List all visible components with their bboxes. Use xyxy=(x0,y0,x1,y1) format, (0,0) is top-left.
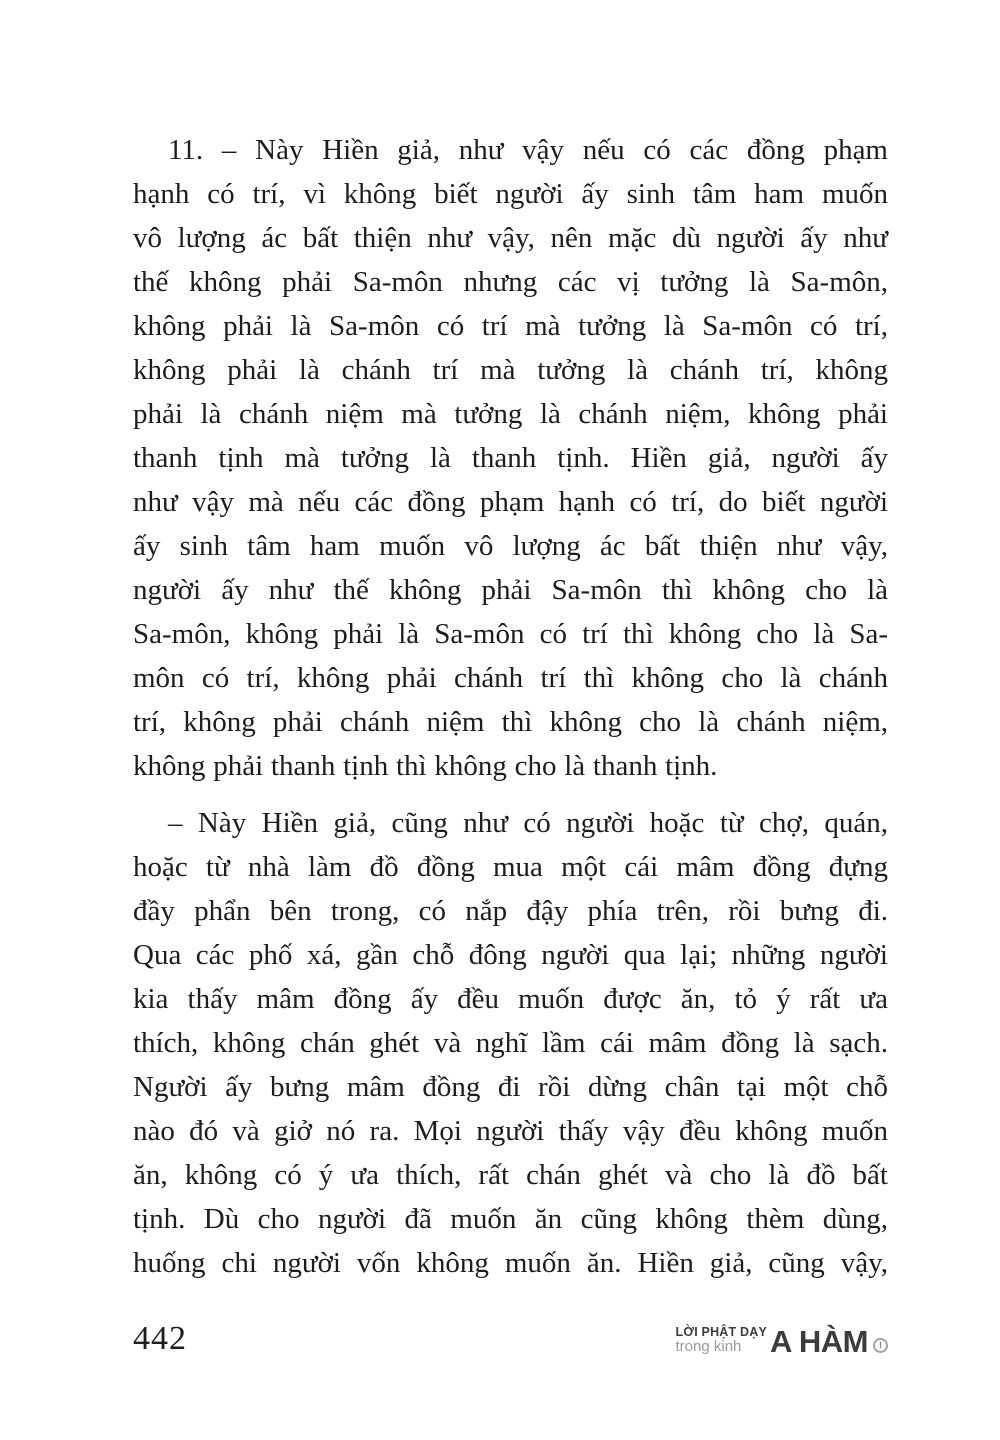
logo-title: A HÀM xyxy=(770,1324,868,1359)
logo-tagline-stack xyxy=(676,1326,768,1356)
text-line: vô lượng ác bất thiện như vậy, nên mặc dù người ấy như xyxy=(133,222,888,254)
text-line: môn có trí, không phải chánh trí thì không cho là chánh xyxy=(133,662,888,694)
text-line: ăn, không có ý ưa thích, rất chán ghét và cho là đồ bất xyxy=(133,1159,888,1191)
text-line: trí, không phải chánh niệm thì không cho là chánh niệm, xyxy=(133,706,888,738)
text-line: không phải thanh tịnh thì không cho là thanh tịnh. xyxy=(133,750,718,782)
text-line: kia thấy mâm đồng ấy đều muốn được ăn, tỏ ý rất ưa xyxy=(133,983,888,1015)
volume-badge-icon xyxy=(873,1338,888,1353)
logo-tagline-top: LỜI PHẬT DẠY xyxy=(675,1325,768,1339)
text-line: thích, không chán ghét và nghĩ lầm cái mâm đồng là sạch. xyxy=(133,1027,888,1059)
text-line: ấy sinh tâm ham muốn vô lượng ác bất thiện như vậy, xyxy=(133,530,888,562)
text-line: Qua các phố xá, gần chỗ đông người qua lại; những người xyxy=(133,939,888,971)
text-line: thế không phải Sa-môn nhưng các vị tưởng là Sa-môn, xyxy=(133,266,888,298)
publisher-logo xyxy=(675,1320,889,1359)
page-footer xyxy=(133,1320,888,1358)
text-line: tịnh. Dù cho người đã muốn ăn cũng không thèm dùng, xyxy=(133,1203,888,1235)
text-line: huống chi người vốn không muốn ăn. Hiền giả, cũng vậy, xyxy=(133,1247,888,1279)
text-line: hạnh có trí, vì không biết người ấy sinh tâm ham muốn xyxy=(133,178,888,210)
text-line: 11. – Này Hiền giả, như vậy nếu có các đồng phạm xyxy=(168,134,888,166)
text-line: Người ấy bưng mâm đồng đi rồi dừng chân tại một chỗ xyxy=(133,1071,888,1103)
text-line: Sa-môn, không phải là Sa-môn có trí thì không cho là Sa- xyxy=(133,618,888,650)
text-line: – Này Hiền giả, cũng như có người hoặc từ chợ, quán, xyxy=(168,807,888,839)
text-line: nào đó và giở nó ra. Mọi người thấy vậy đều không muốn xyxy=(133,1115,888,1147)
text-line: người ấy như thế không phải Sa-môn thì không cho là xyxy=(133,574,888,606)
volume-numeral: I xyxy=(879,1340,882,1350)
logo-tagline-bottom: trong kinh xyxy=(675,1338,742,1355)
text-line: thanh tịnh mà tưởng là thanh tịnh. Hiền giả, người ấy xyxy=(133,442,888,474)
text-line: như vậy mà nếu các đồng phạm hạnh có trí, do biết người xyxy=(133,486,888,518)
text-line: đầy phẩn bên trong, có nắp đậy phía trên, rồi bưng đi. xyxy=(133,895,888,927)
page-number: 442 xyxy=(133,1320,187,1357)
text-line: phải là chánh niệm mà tưởng là chánh niệm, không phải xyxy=(133,398,888,430)
text-line: không phải là Sa-môn có trí mà tưởng là Sa-môn có trí, xyxy=(133,310,888,342)
text-line: hoặc từ nhà làm đồ đồng mua một cái mâm đồng đựng xyxy=(133,851,888,883)
body-text xyxy=(133,128,888,1285)
text-line: không phải là chánh trí mà tưởng là chánh trí, không xyxy=(133,354,888,386)
paragraph xyxy=(133,801,888,1285)
paragraph xyxy=(133,128,888,788)
